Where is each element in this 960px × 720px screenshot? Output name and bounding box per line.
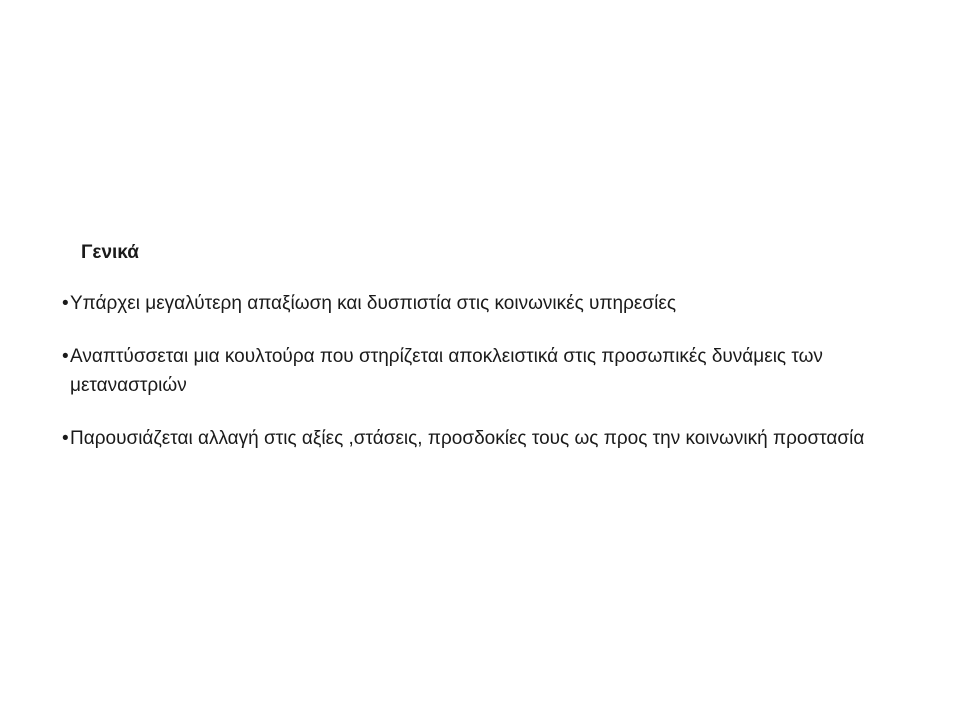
bullet-text: Υπάρχει μεγαλύτερη απαξίωση και δυσπιστία στις κοινωνικές υπηρεσίες	[70, 293, 676, 314]
bullet-icon: •	[62, 428, 69, 449]
slide-content	[62, 238, 902, 477]
bullet-icon: •	[62, 293, 69, 314]
bullet-text: Αναπτύσσεται μια κουλτούρα που στηρίζεται αποκλειστικά στις προσωπικές δυνάμεις των μεταναστριών	[70, 346, 823, 396]
slide-heading: Γενικά	[81, 242, 139, 263]
bullet-icon: •	[62, 346, 69, 367]
bullet-text: Παρουσιάζεται αλλαγή στις αξίες ,στάσεις, προσδοκίες τους ως προς την κοινωνική προστασία	[70, 428, 865, 449]
bullet-item-2	[62, 342, 902, 400]
bullet-item-3	[62, 424, 902, 453]
bullet-item-1	[62, 289, 902, 318]
